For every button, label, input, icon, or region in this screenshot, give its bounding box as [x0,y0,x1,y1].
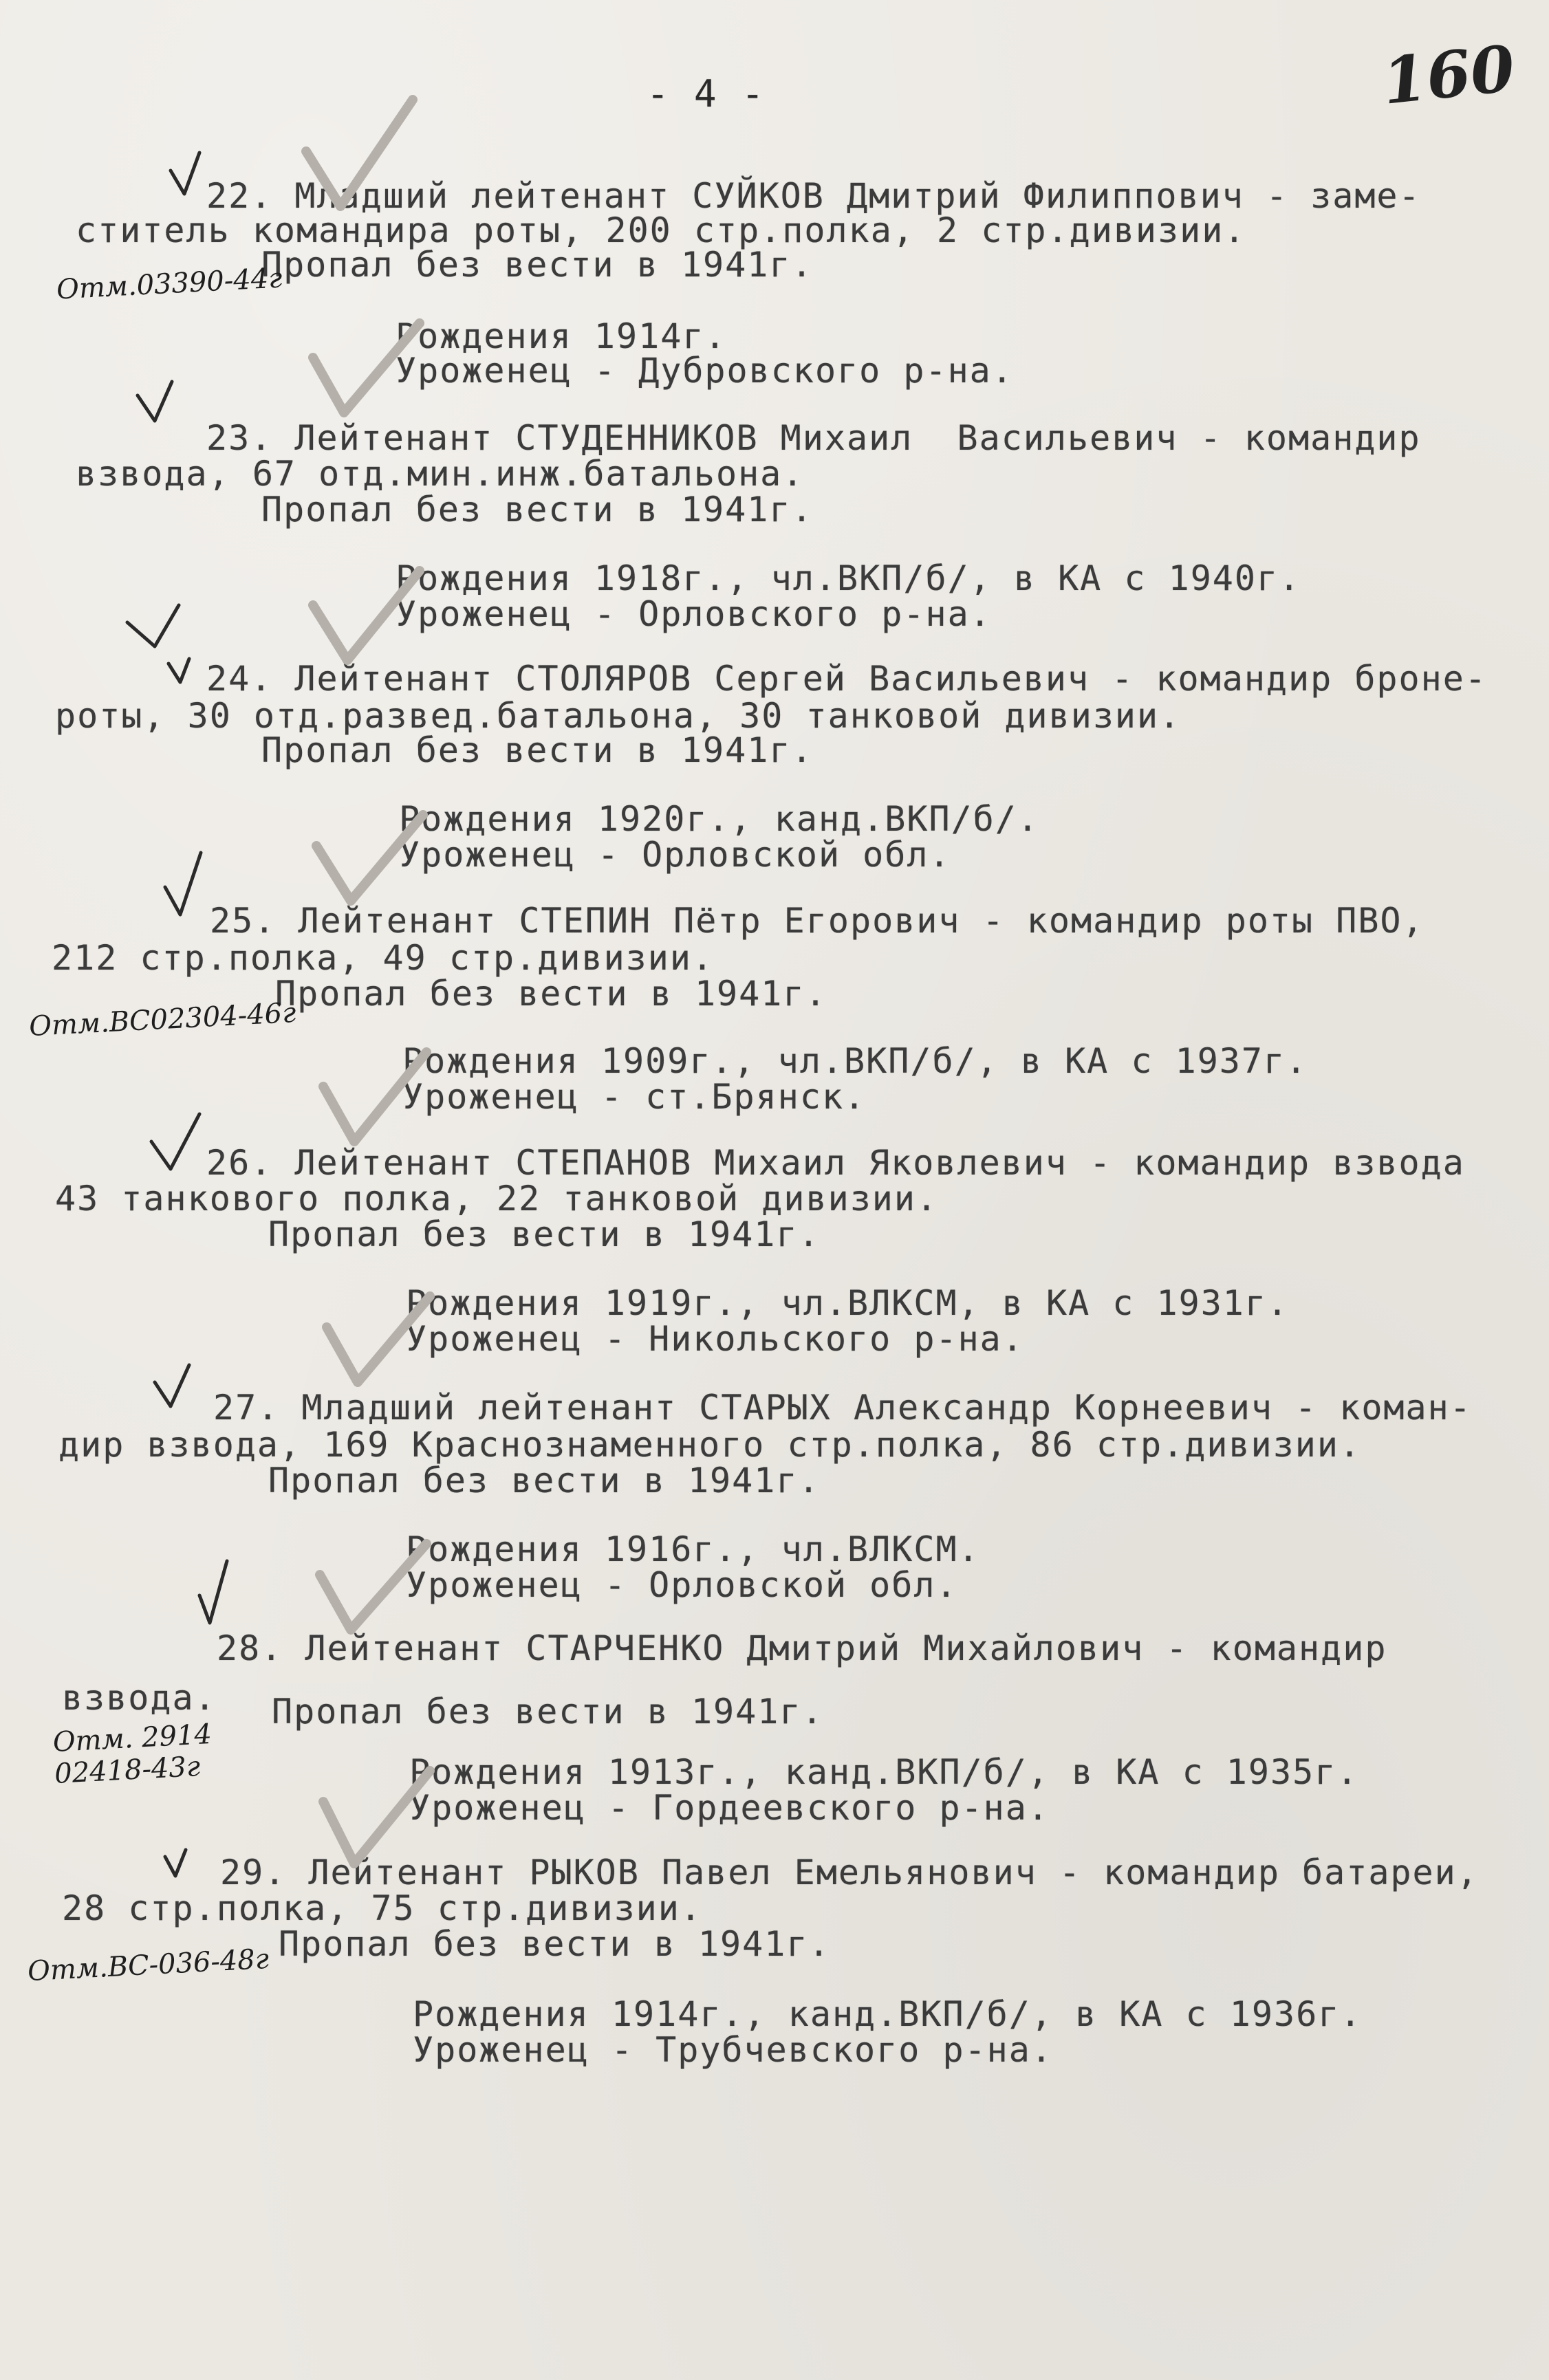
handwritten-annotation: Отм.ВС-036-48г [27,1943,270,1988]
entry-missing: Пропал без вести в 1941г. [261,245,814,285]
entry-native: Уроженец - ст.Брянск. [402,1077,867,1117]
entry-line: 23. Лейтенант СТУДЕННИКОВ Михаил Васильевич - командир [206,418,1421,458]
handwritten-annotation: Отм.03390-44г [56,262,283,306]
entry-missing: Пропал без вести в 1941г. [272,1692,824,1732]
entry-line: 25. Лейтенант СТЕПИН Пётр Егорович - командир роты ПВО, [210,901,1425,941]
entry-line: дир взвода, 169 Краснознаменного стр.полка, 86 стр.дивизии. [58,1425,1362,1465]
entry-line: 24. Лейтенант СТОЛЯРОВ Сергей Васильевич - командир броне- [206,659,1487,699]
entry-line: 27. Младший лейтенант СТАРЫХ Александр Корнеевич - коман- [213,1388,1472,1428]
entry-missing: Пропал без вести в 1941г. [268,1461,821,1500]
handwritten-annotation: Отм. 2914 02418-43г [52,1718,213,1790]
entry-missing: Пропал без вести в 1941г. [279,1924,831,1964]
entry-line: 43 танкового полка, 22 танковой дивизии. [55,1179,939,1219]
entry-line: ститель командира роты, 200 стр.полка, 2 стр.дивизии. [76,210,1246,250]
page-number: - 4 - [647,72,766,116]
entry-missing: Пропал без вести в 1941г. [261,730,814,770]
entry-line: взвода. [62,1678,217,1718]
entry-native: Уроженец - Орловской обл. [406,1565,958,1605]
entry-birth: Рождения 1909г., чл.ВКП/б/, в КА с 1937г. [402,1041,1308,1081]
entry-birth: Рождения 1914г., канд.ВКП/б/, в КА с 1936г. [413,1994,1363,2034]
entry-line: роты, 30 отд.развед.батальона, 30 танковой дивизии. [55,696,1182,736]
entry-native: Уроженец - Трубчевского р-на. [413,2030,1053,2070]
check-icon [155,1365,189,1406]
entry-line: взвода, 67 отд.мин.инж.батальона. [76,454,805,494]
archive-sheet-number: 160 [1378,31,1519,119]
entry-missing: Пропал без вести в 1941г. [268,1214,821,1254]
check-icon [151,1114,199,1169]
entry-birth: Рождения 1914г. [396,316,727,356]
entry-line: 212 стр.полка, 49 стр.дивизии. [52,938,715,978]
entry-line: 28 стр.полка, 75 стр.дивизии. [62,1888,702,1928]
entry-line: 22. Младший лейтенант СУЙКОВ Дмитрий Филиппович - заме- [206,176,1421,216]
entry-missing: Пропал без вести в 1941г. [261,490,814,530]
check-icon [165,853,201,915]
entry-missing: Пропал без вести в 1941г. [275,974,827,1014]
entry-native: Уроженец - Гордеевского р-на. [409,1788,1050,1828]
entry-native: Уроженец - Никольского р-на. [406,1319,1024,1359]
entry-line: 28. Лейтенант СТАРЧЕНКО Дмитрий Михайлович - командир [217,1628,1387,1668]
check-icon [171,153,199,194]
entry-birth: Рождения 1920г., канд.ВКП/б/. [399,799,1039,839]
check-icon [138,382,172,421]
check-icon [199,1561,227,1623]
entry-birth: Рождения 1913г., канд.ВКП/б/, в КА с 1935г. [409,1752,1359,1792]
handwritten-annotation: Отм.ВС02304-46г [28,996,297,1043]
entry-native: Уроженец - Орловской обл. [399,835,951,875]
entry-line: 26. Лейтенант СТЕПАНОВ Михаил Яковлевич - командир взвода [206,1143,1465,1183]
entry-birth: Рождения 1919г., чл.ВЛКСМ, в КА с 1931г. [406,1283,1290,1323]
entry-native: Уроженец - Орловского р-на. [396,594,992,634]
check-icon [127,605,179,646]
entry-birth: Рождения 1916г., чл.ВЛКСМ. [406,1529,980,1569]
entry-native: Уроженец - Дубровского р-на. [396,351,1014,391]
check-icon [169,659,189,682]
entry-line: 29. Лейтенант РЫКОВ Павел Емельянович - командир батареи, [220,1853,1479,1892]
check-icon [165,1850,186,1876]
entry-birth: Рождения 1918г., чл.ВКП/б/, в КА с 1940г. [396,558,1301,598]
